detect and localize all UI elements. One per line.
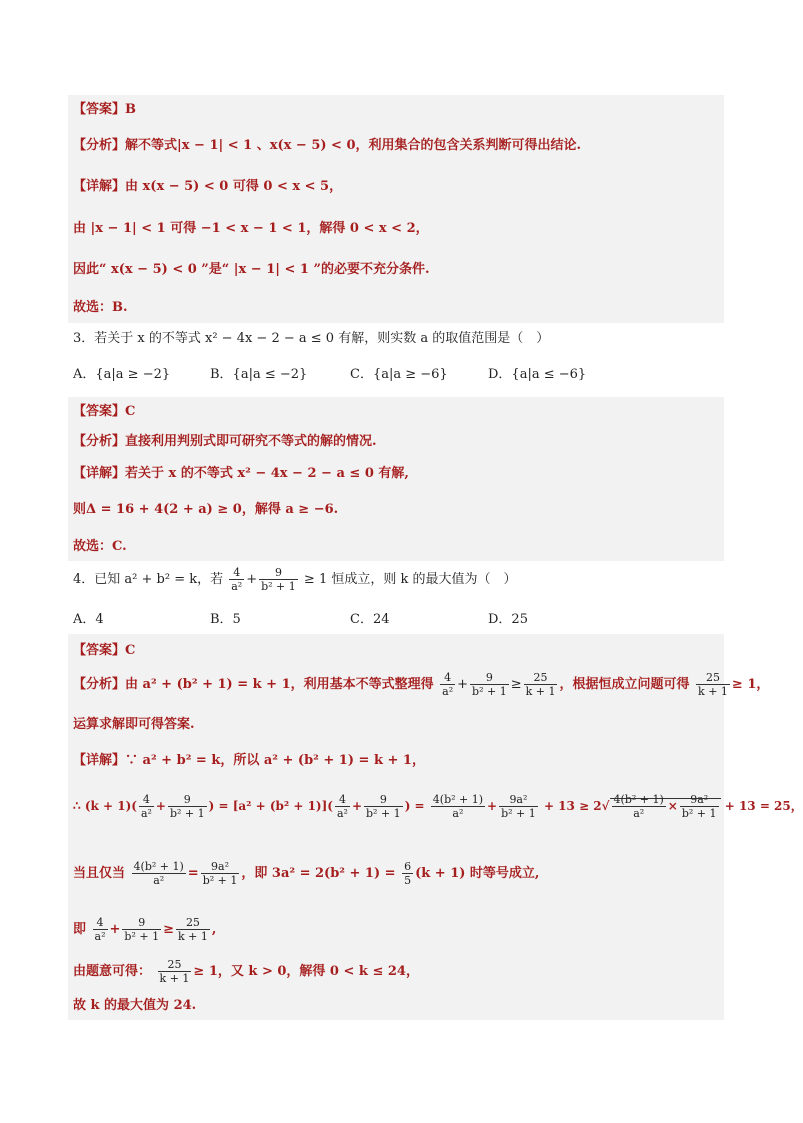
q4-option-a: A．4 bbox=[73, 612, 104, 627]
fraction-4-over-a2: $\frac{4}{\text{a²}}$ bbox=[442, 671, 454, 698]
q4-analysis-2: 运算求解即可得答案. bbox=[73, 717, 195, 732]
q4-option-d: D．25 bbox=[488, 612, 528, 627]
q4-detail-4: 即 $\frac{4}{\text{a²}}$ + $\frac{9}{\text{b² + 1}}$ ≥ $\frac{25}{k + 1}$ , bbox=[73, 916, 217, 943]
q2-detail-2: 由 |x − 1| < 1 可得 −1 < x − 1 < 1，解得 0 < x < 2， bbox=[73, 221, 429, 236]
q4-option-c: C．24 bbox=[350, 612, 390, 627]
fraction-9a2-over-b21: $\frac{\text{9a²}}{\text{b² + 1}}$ bbox=[681, 793, 717, 820]
fraction-9-over-b2plus1: $\frac{9}{\text{b² + 1}}$ bbox=[261, 566, 296, 593]
fraction-25-over-k1: $\frac{25}{k + 1}$ bbox=[525, 671, 556, 698]
q4-stem: 4．已知 a² + b² = k，若 $\frac{4}{\text{a²}}$ + $\frac{9}{\text{b² + 1}}$ ≥ 1 恒成立，则 k 的最大值为（ ） bbox=[73, 566, 517, 593]
fraction-4-over-a2: $\frac{4}{\text{a²}}$ bbox=[336, 793, 348, 820]
q3-stem: 3．若关于 x 的不等式 x² − 4x − 2 − a ≤ 0 有解，则实数 a 的取值范围是（ ） bbox=[73, 331, 550, 346]
fraction-4-over-a2: $\frac{4}{\text{a²}}$ bbox=[140, 793, 152, 820]
fraction-25-over-k1: $\frac{25}{k + 1}$ bbox=[159, 958, 190, 985]
q3-answer: 【答案】C bbox=[73, 404, 136, 419]
q3-detail-1: 【详解】若关于 x 的不等式 x² − 4x − 2 − a ≤ 0 有解, bbox=[73, 466, 409, 481]
fraction-25-over-k1: $\frac{25}{k + 1}$ bbox=[178, 916, 208, 943]
fraction-9-over-b2plus1: $\frac{9}{\text{b² + 1}}$ bbox=[366, 793, 401, 820]
q4-options bbox=[73, 611, 528, 629]
fraction-9-over-b2plus1: $\frac{9}{\text{b² + 1}}$ bbox=[472, 671, 507, 698]
q4-detail-3: 当且仅当 $\frac{\text{4(b² + 1)}}{\text{a²}}$ = $\frac{\text{9a²}}{\text{b² + 1}}$ ，即 3a² = 2(b² + 1) = $\frac{6}{5}$ (k + 1) 时等号成立, bbox=[73, 860, 540, 887]
fraction-4b21-over-a2: $\frac{\text{4(b² + 1)}}{\text{a²}}$ bbox=[133, 860, 184, 887]
fraction-9-over-b2plus1: $\frac{9}{\text{b² + 1}}$ bbox=[124, 916, 160, 943]
q3-detail-3: 故选：C. bbox=[73, 539, 127, 554]
q4-analysis: 【分析】由 a² + (b² + 1) = k + 1，利用基本不等式整理得 $\frac{4}{\text{a²}}$ + $\frac{9}{\text{b² + 1}}$ ≥ $\frac{25}{k + 1}$ ，根据恒成立问题可得 $\frac{25}{k + 1}$ ≥ 1， bbox=[73, 671, 770, 698]
q2-answer-box bbox=[68, 95, 724, 323]
fraction-9-over-b2plus1: $\frac{9}{\text{b² + 1}}$ bbox=[169, 793, 205, 820]
q4-detail-2: ∴ (k + 1)( $\frac{4}{\text{a²}}$ + $\frac{9}{\text{b² + 1}}$ ) = [a² + (b² + 1)]( $\frac{4}{\text{a²}}$ + $\frac{9}{\text{b² + 1}}$ ) = $\frac{\text{4(b² + 1)}}{\text{a²}}$ + $\frac{\text{9a²}}{\text{b² + 1}}$ + 13 ≥ 2√ $\frac{\text{4(b² + 1)}}{\text{a²}}$ × $\frac{\text{9a²}}{\text{b² + 1}}$ + 13 = 25， bbox=[73, 793, 803, 820]
q2-answer: 【答案】B bbox=[73, 102, 136, 117]
fraction-9a2-over-b21: $\frac{\text{9a²}}{\text{b² + 1}}$ bbox=[501, 793, 536, 820]
q4-detail-5: 由题意可得： $\frac{25}{k + 1}$ ≥ 1，又 k > 0，解得 0 < k ≤ 24， bbox=[73, 958, 419, 985]
q4-detail-1: 【详解】∵ a² + b² = k，所以 a² + (b² + 1) = k + 1， bbox=[73, 753, 425, 768]
q4-option-b: B．5 bbox=[210, 612, 241, 627]
fraction-4b21-over-a2: $\frac{\text{4(b² + 1)}}{\text{a²}}$ bbox=[613, 793, 664, 820]
q3-option-c: C．{a|a ≥ −6} bbox=[350, 367, 448, 382]
fraction-4b21-over-a2: $\frac{\text{4(b² + 1)}}{\text{a²}}$ bbox=[432, 793, 484, 820]
fraction-4-over-a2: $\frac{4}{\text{a²}}$ bbox=[94, 916, 106, 943]
q4-answer: 【答案】C bbox=[73, 643, 136, 658]
fraction-9a2-over-b21: $\frac{\text{9a²}}{\text{b² + 1}}$ bbox=[202, 860, 238, 887]
q3-options bbox=[73, 366, 586, 384]
q3-option-d: D．{a|a ≤ −6} bbox=[488, 367, 587, 382]
q4-detail-6: 故 k 的最大值为 24. bbox=[73, 998, 197, 1013]
q3-option-b: B．{a|a ≤ −2} bbox=[210, 367, 308, 382]
fraction-4-over-a2: $\frac{4}{\text{a²}}$ bbox=[231, 566, 243, 593]
fraction-25-over-k1: $\frac{25}{k + 1}$ bbox=[698, 671, 728, 698]
q3-option-a: A．{a|a ≥ −2} bbox=[73, 367, 171, 382]
q2-detail-3: 因此“ x(x − 5) < 0 ”是“ |x − 1| < 1 ”的必要不充分条件. bbox=[73, 262, 430, 277]
q2-analysis: 【分析】解不等式|x − 1| < 1 、x(x − 5) < 0，利用集合的包含关系判断可得出结论. bbox=[73, 138, 582, 153]
q2-detail-4: 故选：B. bbox=[73, 300, 128, 315]
fraction-6-over-5: $\frac{6}{5}$ bbox=[404, 860, 412, 887]
q3-detail-2: 则Δ = 16 + 4(2 + a) ≥ 0，解得 a ≥ −6. bbox=[73, 502, 339, 517]
q2-detail-1: 【详解】由 x(x − 5) < 0 可得 0 < x < 5， bbox=[73, 179, 343, 194]
q3-analysis: 【分析】直接利用判别式即可研究不等式的解的情况. bbox=[73, 434, 377, 449]
